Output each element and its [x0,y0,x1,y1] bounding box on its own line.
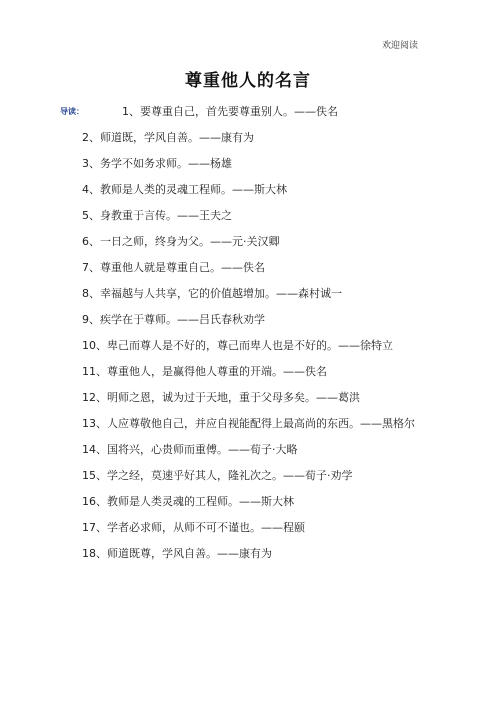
quote-item: 10、卑己而尊人是不好的，尊己而卑人也是不好的。——徐特立 [82,339,393,352]
quote-item: 5、身教重于言传。——王夫之 [82,209,232,222]
quote-item: 6、一日之师，终身为父。——元·关汉卿 [82,235,280,248]
quote-item: 14、国将兴，心贵师而重傅。——荀子·大略 [82,443,298,456]
quote-item: 11、尊重他人，是赢得他人尊重的开端。——佚名 [82,365,327,378]
quote-text: 1、要尊重自己，首先要尊重别人。——佚名 [122,105,338,118]
quote-item: 2、师道既，学风自善。——康有为 [82,131,254,144]
quote-item: 15、学之经，莫速乎好其人，隆礼次之。——荀子·劝学 [82,469,353,482]
quote-item: 4、教师是人类的灵魂工程师。——斯大林 [82,183,287,196]
quote-item: 7、尊重他人就是尊重自己。——佚名 [82,261,265,274]
quote-list [60,104,444,572]
quote-item: 9、疾学在于尊师。——吕氏春秋劝学 [82,313,265,326]
quote-item [60,104,444,120]
quote-item: 16、教师是人类灵魂的工程师。——斯大林 [82,495,294,508]
header-note: 欢迎阅读 [381,41,418,51]
quote-item: 12、明师之恩，诚为过于天地，重于父母多矣。——葛洪 [82,391,360,404]
quote-item: 8、幸福越与人共享，它的价值越增加。——森村诚一 [82,287,342,300]
page-title: 尊重他人的名言 [185,71,311,91]
quote-item: 18、师道既尊，学风自善。——康有为 [82,547,272,560]
lead-label: 导读： [60,107,84,116]
quote-item: 13、人应尊敬他自己，并应自视能配得上最高尚的东西。——黑格尔 [82,417,415,430]
quote-item: 3、务学不如务求师。——杨雄 [82,157,232,170]
quote-item: 17、学者必求师，从师不可不谨也。——程颐 [82,521,305,534]
